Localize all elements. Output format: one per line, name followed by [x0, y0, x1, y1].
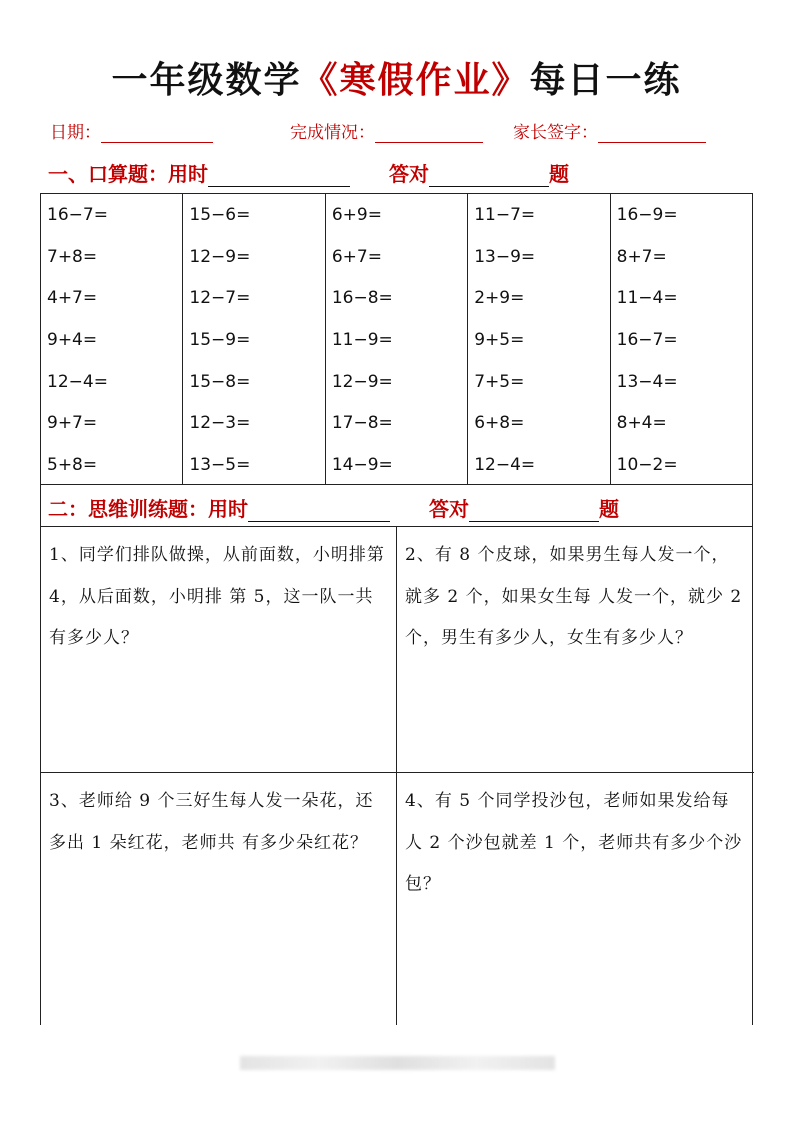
oral-problem: 14−9= — [331, 455, 393, 476]
oral-problem: 9+5= — [474, 330, 525, 351]
oral-column — [41, 194, 183, 484]
word-problem-text: 1、同学们排队做操，从前面数，小明排第 4，从后面数，小明排 第 5，这一队一共有多少人？ — [49, 545, 385, 648]
section1-time-blank[interactable] — [208, 166, 350, 187]
oral-problem: 12−9= — [331, 371, 393, 392]
section1-correct-blank[interactable] — [429, 166, 549, 187]
oral-problem: 9+7= — [47, 413, 98, 434]
oral-column — [183, 194, 325, 484]
oral-problem: 17−8= — [331, 413, 393, 434]
section1-header — [48, 158, 569, 187]
oral-problem: 8+4= — [616, 413, 667, 434]
oral-problem: 7+5= — [474, 371, 525, 392]
oral-problem: 6+8= — [474, 413, 525, 434]
section2-suffix: 题 — [598, 497, 619, 521]
signature-field — [513, 118, 706, 143]
oral-problem: 16−7= — [616, 330, 678, 351]
section2-correct-label: 答对 — [428, 497, 469, 521]
date-label: 日期： — [50, 123, 101, 143]
oral-problem: 11−4= — [616, 288, 678, 309]
section2-heading: 二：思维训练题：用时 — [48, 497, 248, 521]
oral-problem: 13−9= — [474, 246, 536, 267]
blurred-footer — [240, 1056, 555, 1070]
oral-problem: 11−7= — [474, 205, 536, 225]
oral-column — [326, 194, 468, 484]
oral-problem: 13−5= — [189, 455, 251, 476]
word-problem-cell[interactable] — [41, 773, 396, 1025]
title-part1: 一年级数学 — [111, 60, 302, 101]
oral-problem: 6+7= — [331, 246, 382, 267]
oral-problem: 12−3= — [189, 413, 251, 434]
oral-problem: 5+8= — [47, 455, 98, 476]
word-problems-grid — [40, 527, 753, 1025]
date-field — [50, 118, 213, 143]
oral-problem: 15−9= — [189, 330, 251, 351]
section1-correct-label: 答对 — [388, 162, 429, 186]
oral-problem: 15−8= — [189, 371, 251, 392]
section2-correct-blank[interactable] — [469, 501, 599, 522]
oral-problem: 6+9= — [331, 205, 382, 225]
oral-problem: 16−9= — [616, 205, 678, 225]
word-problem-text: 2、有 8 个皮球，如果男生每人发一个，就多 2 个，如果女生每 人发一个，就少 2 个，男生有多少人，女生有多少人？ — [405, 545, 743, 648]
section2-time-blank[interactable] — [248, 501, 390, 522]
word-problem-text: 4、有 5 个同学投沙包，老师如果发给每人 2 个沙包就差 1 个，老师共有多少个沙包？ — [405, 791, 743, 894]
oral-problem: 15−6= — [189, 205, 251, 225]
signature-label: 家长签字： — [513, 123, 598, 143]
oral-problem: 10−2= — [616, 455, 678, 476]
word-problem-text: 3、老师给 9 个三好生每人发一朵花，还多出 1 朵红花，老师共 有多少朵红花？ — [49, 791, 374, 853]
title-part3: 每日一练 — [529, 60, 682, 101]
signature-blank[interactable] — [598, 122, 706, 143]
oral-column — [611, 194, 752, 484]
date-blank[interactable] — [101, 122, 213, 143]
oral-problem: 12−4= — [47, 371, 108, 392]
word-problem-cell[interactable] — [397, 773, 752, 1025]
oral-problem: 9+4= — [47, 330, 98, 351]
oral-problem: 13−4= — [616, 371, 678, 392]
completion-label: 完成情况： — [290, 123, 375, 143]
section1-heading: 一、口算题：用时 — [48, 162, 208, 186]
oral-arithmetic-table — [40, 193, 753, 485]
completion-field — [290, 118, 483, 143]
section1-suffix: 题 — [548, 162, 569, 186]
oral-problem: 16−7= — [47, 205, 108, 225]
oral-problem: 11−9= — [331, 330, 393, 351]
oral-problem: 4+7= — [47, 288, 98, 309]
word-problem-cell[interactable] — [41, 527, 396, 772]
oral-problem: 12−7= — [189, 288, 251, 309]
oral-problem: 12−9= — [189, 246, 251, 267]
oral-problem: 7+8= — [47, 246, 98, 267]
title-part2: 《寒假作业》 — [301, 60, 530, 101]
word-problem-cell[interactable] — [397, 527, 752, 772]
page-title — [0, 52, 793, 103]
oral-problem: 8+7= — [616, 246, 667, 267]
oral-problem: 2+9= — [474, 288, 525, 309]
oral-column — [468, 194, 610, 484]
completion-blank[interactable] — [375, 122, 483, 143]
oral-problem: 12−4= — [474, 455, 536, 476]
oral-problem: 16−8= — [331, 288, 393, 309]
section2-header — [48, 493, 619, 522]
